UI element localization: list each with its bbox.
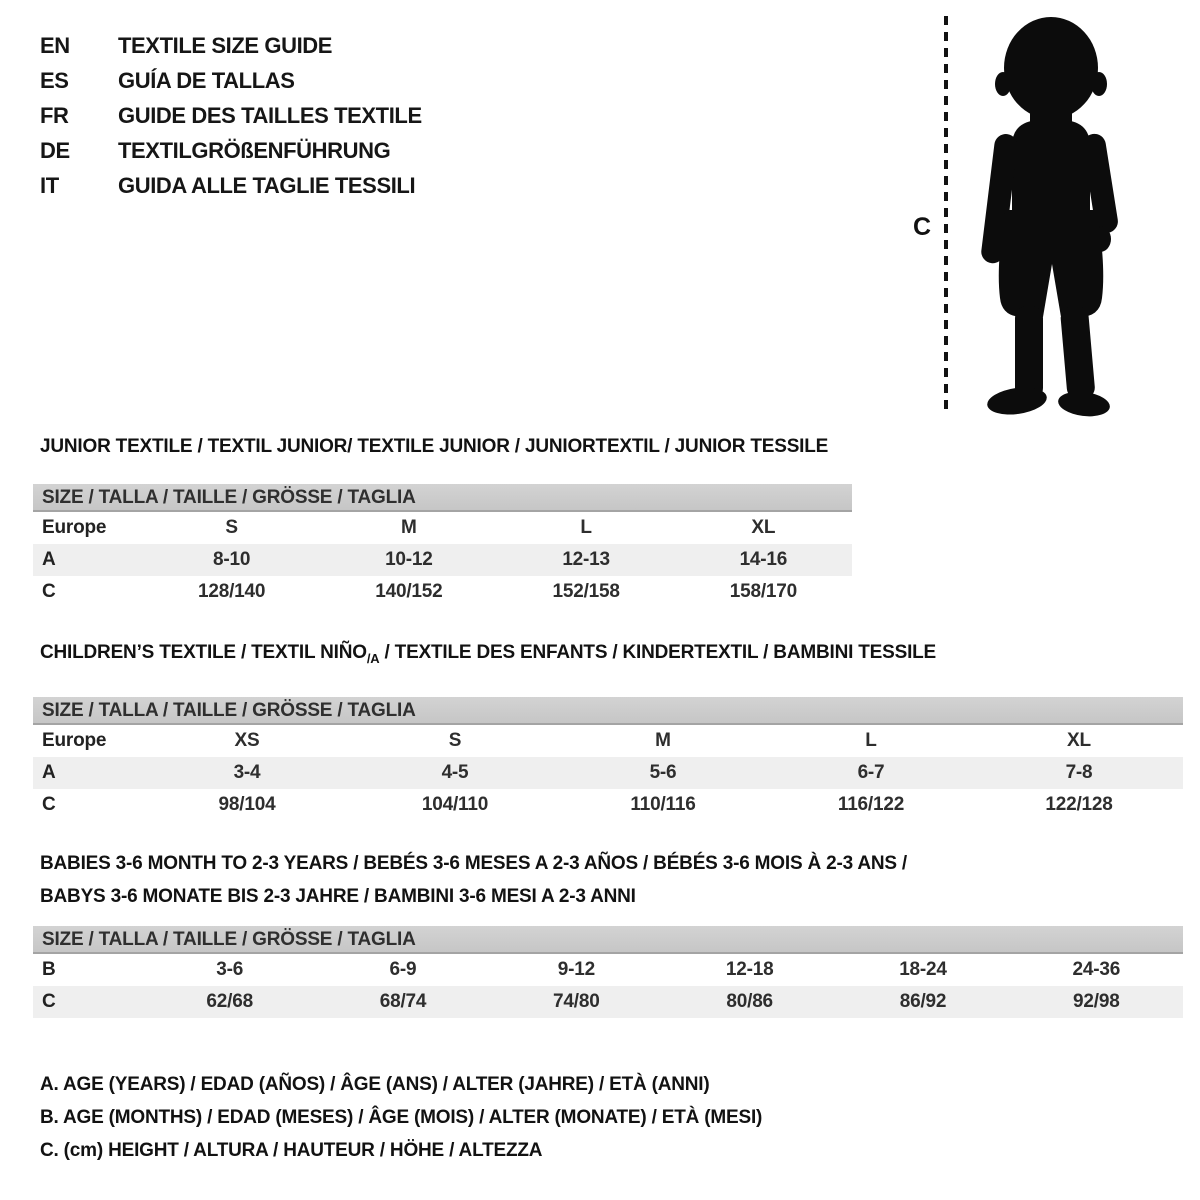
height-cell: 104/110 xyxy=(421,793,489,815)
table-row-age xyxy=(33,757,1183,789)
height-cell: 86/92 xyxy=(899,991,947,1012)
toddler-silhouette-icon xyxy=(960,14,1138,418)
height-cell: 110/116 xyxy=(630,793,696,815)
age-cell: 6-7 xyxy=(857,761,885,783)
lang-label: TEXTILGRÖßENFÜHRUNG xyxy=(118,138,391,163)
height-cell: 152/158 xyxy=(552,581,620,602)
size-table-header: SIZE / TALLA / TAILLE / GRÖSSE / TAGLIA xyxy=(33,697,1183,725)
legend-line-c: C. (cm) HEIGHT / ALTURA / HAUTEUR / HÖHE / ALTEZZA xyxy=(40,1140,543,1161)
row-label: A xyxy=(42,549,56,570)
table-row-age xyxy=(33,544,852,576)
age-cell: 4-5 xyxy=(441,761,469,783)
table-row-age-months xyxy=(33,954,1183,986)
height-cell: 122/128 xyxy=(1045,793,1113,815)
table-row-height xyxy=(33,576,852,608)
table-row-height xyxy=(33,986,1183,1018)
row-label: C xyxy=(42,991,56,1012)
junior-size-table xyxy=(33,484,852,608)
height-cell: 80/86 xyxy=(726,991,773,1012)
row-label: C xyxy=(42,793,56,815)
legend-line-b: B. AGE (MONTHS) / EDAD (MESES) / ÂGE (MOIS) / ALTER (MONATE) / ETÀ (MESI) xyxy=(40,1107,763,1128)
lang-label: TEXTILE SIZE GUIDE xyxy=(118,33,333,58)
title-subscript: /A xyxy=(366,650,380,666)
age-cell: 7-8 xyxy=(1065,761,1093,783)
height-cell: 158/170 xyxy=(729,581,798,602)
title-line-1: BABIES 3-6 MONTH TO 2-3 YEARS / BEBÉS 3-6 MESES A 2-3 AÑOS / BÉBÉS 3-6 MOIS À 2-3 ANS / xyxy=(40,853,908,874)
measure-label-c: C xyxy=(913,213,932,241)
childrens-size-table xyxy=(33,697,1183,821)
age-cell: 18-24 xyxy=(899,959,947,980)
height-measure-dashed-line xyxy=(944,16,948,414)
size-cell: XS xyxy=(234,729,260,751)
height-cell: 128/140 xyxy=(197,581,266,602)
size-table-header: SIZE / TALLA / TAILLE / GRÖSSE / TAGLIA xyxy=(33,484,852,512)
section-title: JUNIOR TEXTILE / TEXTIL JUNIOR/ TEXTILE JUNIOR / JUNIORTEXTIL / JUNIOR TESSILE xyxy=(40,436,829,457)
age-cell: 10-12 xyxy=(385,549,433,570)
lang-label: GUÍA DE TALLAS xyxy=(118,68,295,93)
age-cell: 12-18 xyxy=(725,959,774,980)
lang-row-it xyxy=(40,168,422,203)
table-row-europe xyxy=(33,512,852,544)
lang-row-es xyxy=(40,63,422,98)
height-cell: 68/74 xyxy=(379,991,427,1012)
size-table-header: SIZE / TALLA / TAILLE / GRÖSSE / TAGLIA xyxy=(33,926,1183,954)
lang-code: ES xyxy=(40,68,69,93)
age-cell: 12-13 xyxy=(562,549,610,570)
babies-size-table xyxy=(33,926,1183,1018)
row-label: Europe xyxy=(42,517,107,538)
legend-line-a: A. AGE (YEARS) / EDAD (AÑOS) / ÂGE (ANS) / ALTER (JAHRE) / ETÀ (ANNI) xyxy=(40,1074,710,1095)
age-cell: 3-6 xyxy=(216,959,244,980)
title-line-2: BABYS 3-6 MONATE BIS 2-3 JAHRE / BAMBINI 3-6 MESI A 2-3 ANNI xyxy=(40,886,636,907)
section-babies-textile xyxy=(33,847,1183,1018)
section-title xyxy=(40,643,1183,669)
size-cell: S xyxy=(448,729,462,751)
lang-label: GUIDA ALLE TAGLIE TESSILI xyxy=(118,173,416,198)
lang-row-fr xyxy=(40,98,422,133)
age-cell: 5-6 xyxy=(649,761,677,783)
height-cell: 74/80 xyxy=(553,991,600,1012)
legend xyxy=(40,1068,762,1167)
size-cell: XL xyxy=(1067,729,1091,751)
title-pre: CHILDREN’S TEXTILE / TEXTIL NIÑO xyxy=(40,642,367,663)
height-cell: 62/68 xyxy=(206,991,253,1012)
size-cell: S xyxy=(225,517,238,538)
figure-area xyxy=(900,0,1200,440)
size-cell: L xyxy=(865,729,877,751)
row-label: C xyxy=(42,581,56,602)
size-cell: XL xyxy=(751,517,776,538)
row-label: B xyxy=(42,959,56,980)
lang-row-de xyxy=(40,133,422,168)
size-cell: M xyxy=(401,517,417,538)
lang-code: DE xyxy=(40,138,70,163)
lang-code: EN xyxy=(40,33,70,58)
age-cell: 9-12 xyxy=(557,959,595,980)
height-cell: 98/104 xyxy=(218,793,276,815)
lang-code: FR xyxy=(40,103,69,128)
lang-code: IT xyxy=(40,173,59,198)
row-label: Europe xyxy=(42,729,107,751)
section-junior-textile xyxy=(33,437,852,608)
age-cell: 24-36 xyxy=(1072,959,1121,980)
height-cell: 92/98 xyxy=(1073,991,1120,1012)
lang-row-en xyxy=(40,28,422,63)
table-row-height xyxy=(33,789,1183,821)
age-cell: 8-10 xyxy=(213,549,251,570)
lang-label: GUIDE DES TAILLES TEXTILE xyxy=(118,103,422,128)
age-cell: 6-9 xyxy=(389,959,417,980)
size-cell: L xyxy=(580,517,592,538)
section-childrens-textile xyxy=(33,643,1183,821)
language-title-list xyxy=(40,28,422,203)
row-label: A xyxy=(42,761,56,783)
section-title xyxy=(40,847,1183,913)
height-cell: 140/152 xyxy=(375,581,443,602)
age-cell: 14-16 xyxy=(739,549,788,570)
age-cell: 3-4 xyxy=(233,761,261,783)
table-row-europe xyxy=(33,725,1183,757)
title-post: / TEXTILE DES ENFANTS / KINDERTEXTIL / BAMBINI TESSILE xyxy=(379,642,937,663)
size-cell: M xyxy=(655,729,671,751)
height-cell: 116/122 xyxy=(837,793,905,815)
